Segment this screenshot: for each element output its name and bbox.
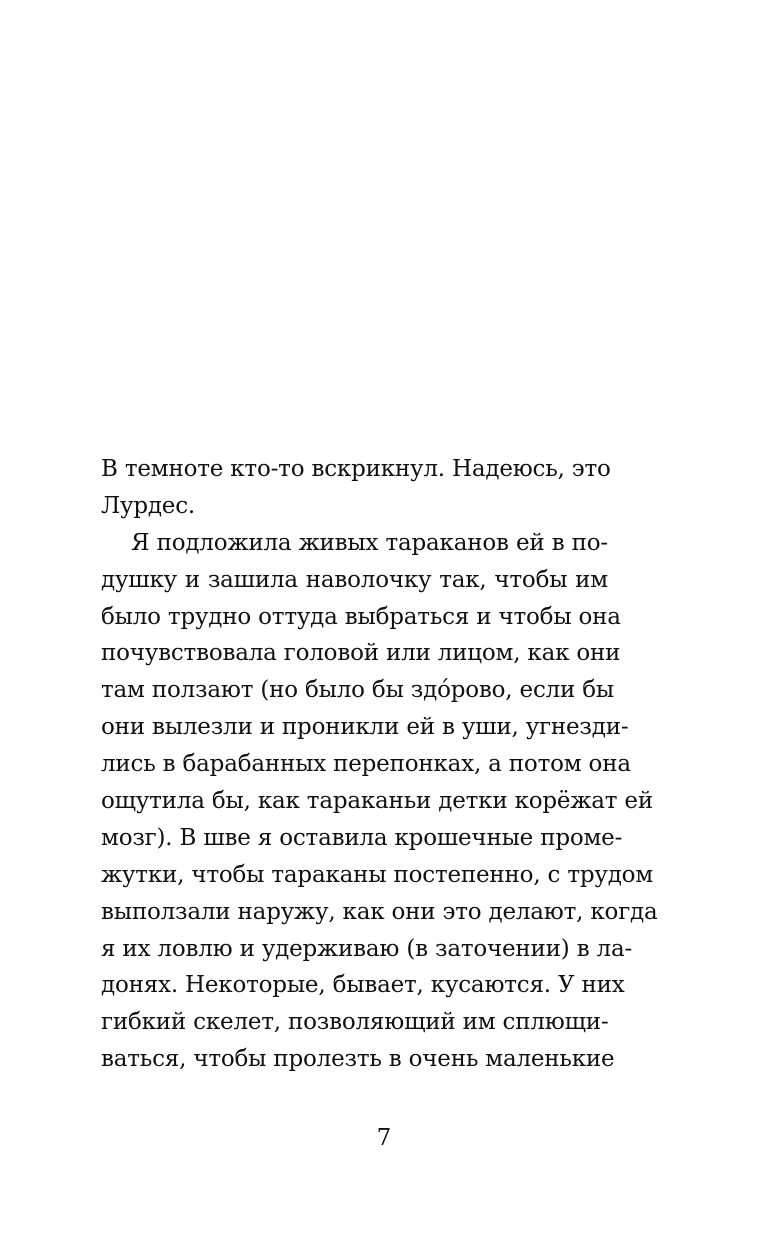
- text-line: Я подложила живых тараканов ей в по-: [131, 529, 608, 556]
- text-line: они вылезли и проникли ей в уши, угнезди-: [101, 714, 629, 741]
- text-line: жутки, чтобы тараканы постепенно, с трудом: [101, 861, 654, 888]
- paragraph-2: [101, 525, 658, 1078]
- text-line: мозг). В шве я оставила крошечные проме-: [101, 824, 623, 851]
- text-line: В темноте кто-то вскрикнул. Надеюсь, это: [101, 456, 611, 482]
- page-body-text: [101, 451, 658, 1078]
- text-line: лись в барабанных перепонках, а потом она: [101, 751, 631, 778]
- text-line: душку и зашила наволочку так, чтобы им: [101, 566, 608, 593]
- text-line: выползали наружу, как они это делают, когда: [101, 898, 658, 925]
- text-line: ваться, чтобы пролезть в очень маленькие: [101, 1046, 615, 1073]
- text-line: Лурдес.: [101, 492, 196, 519]
- text-line: почувствовала головой или лицом, как они: [101, 640, 621, 667]
- text-line: я их ловлю и удерживаю (в заточении) в ла-: [101, 935, 633, 962]
- text-line: ощутила бы, как тараканьи детки корёжат ей: [101, 788, 653, 815]
- paragraph-1: [101, 451, 611, 525]
- text-line: там ползают (но было бы здóрово, если бы: [101, 677, 615, 704]
- text-line: гибкий скелет, позволяющий им сплющи-: [101, 1009, 609, 1036]
- text-line: донях. Некоторые, бывает, кусаются. У них: [101, 972, 625, 999]
- text-line: было трудно оттуда выбраться и чтобы она: [101, 603, 621, 630]
- page-number: 7: [376, 1125, 392, 1151]
